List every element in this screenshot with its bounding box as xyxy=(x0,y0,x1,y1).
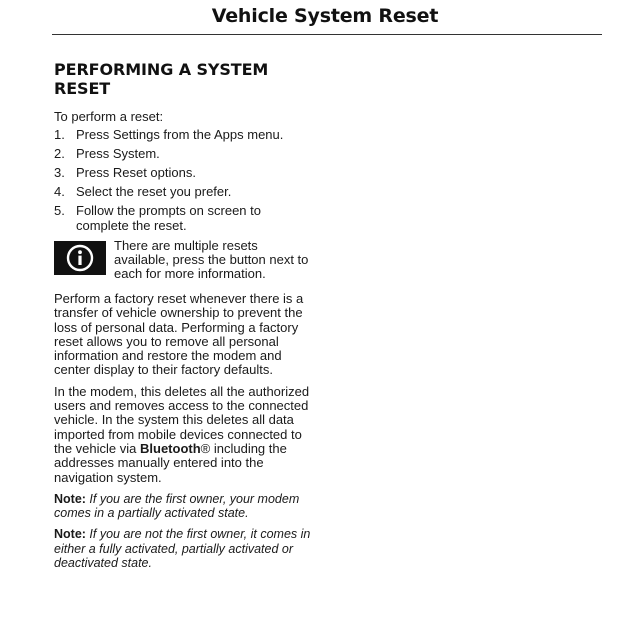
step-number: 1. xyxy=(54,127,65,142)
step-text: Press Reset options. xyxy=(76,165,196,180)
section-heading-line-1: PERFORMING A SYSTEM xyxy=(54,60,269,79)
note-not-first-owner xyxy=(54,527,316,570)
modem-paragraph-text: In the modem, this deletes all the authorized users and removes access to the connected vehicle. In the system this deletes all data imported from mobile devices connected to the vehicle via xyxy=(54,383,310,456)
bluetooth-term: Bluetooth xyxy=(140,440,201,456)
info-circle-icon xyxy=(54,241,106,275)
section-content xyxy=(54,60,316,577)
page-header xyxy=(0,0,640,36)
modem-paragraph xyxy=(54,385,316,485)
note-first-owner xyxy=(54,492,316,521)
section-heading-line-2: RESET xyxy=(54,79,111,98)
note-text: If you are not the first owner, it comes in either a fully activated, partially activated or deactivated state. xyxy=(54,527,311,571)
header-divider xyxy=(52,34,602,35)
page-title: Vehicle System Reset xyxy=(211,5,439,27)
step-text: Press Settings from the Apps menu. xyxy=(76,127,284,142)
list-item xyxy=(54,204,316,233)
info-note-text: There are multiple resets available, press the button next to each for more information. xyxy=(114,238,309,281)
list-item xyxy=(54,185,316,200)
list-item xyxy=(54,147,316,162)
info-note xyxy=(54,239,316,281)
step-number: 2. xyxy=(54,146,65,161)
step-text: Select the reset you prefer. xyxy=(76,184,232,199)
section-heading xyxy=(54,60,316,98)
note-label: Note: xyxy=(54,527,86,542)
list-item xyxy=(54,128,316,143)
step-number: 3. xyxy=(54,165,65,180)
step-text: Follow the prompts on screen to complete the reset. xyxy=(76,203,261,233)
step-number: 4. xyxy=(54,184,65,199)
step-text: Press System. xyxy=(76,146,160,161)
modem-paragraph-text-end: ® including the addresses manually entered into the navigation system. xyxy=(54,440,287,485)
note-label: Note: xyxy=(54,491,86,506)
steps-list xyxy=(54,128,316,233)
step-number: 5. xyxy=(54,203,65,218)
intro-text: To perform a reset: xyxy=(54,109,164,124)
note-text: If you are the first owner, your modem comes in a partially activated state. xyxy=(54,491,300,521)
factory-reset-paragraph: Perform a factory reset whenever there is a transfer of vehicle ownership to prevent the loss of personal data. Performing a factory reset allows you to remove all personal information and restore the modem and center display to their factory defaults. xyxy=(54,291,304,378)
list-item xyxy=(54,166,316,181)
